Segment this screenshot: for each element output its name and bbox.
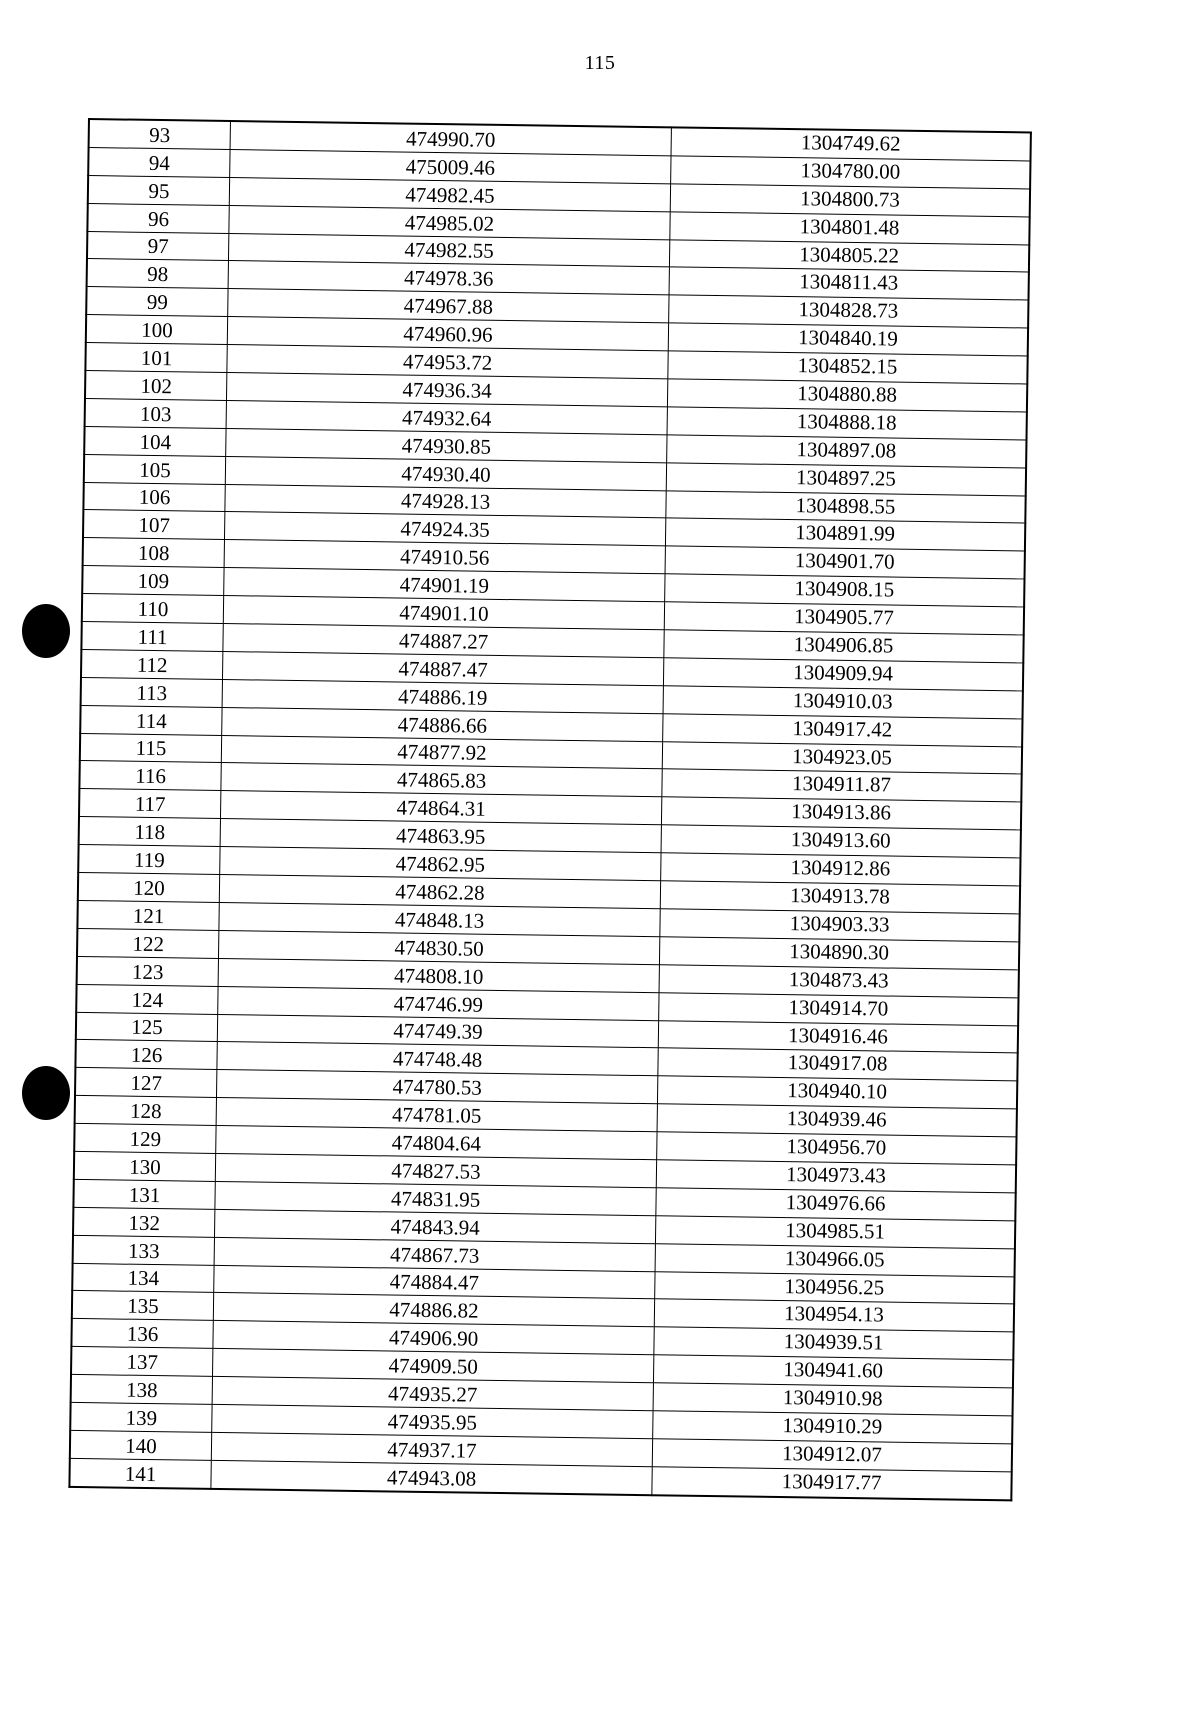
- point-number-cell: 100: [86, 315, 228, 345]
- point-number-cell: 113: [81, 677, 223, 707]
- y-coordinate-cell: 1304910.98: [653, 1383, 1013, 1416]
- x-coordinate-cell: 474982.45: [229, 177, 670, 211]
- y-coordinate-cell: 1304903.33: [660, 909, 1020, 942]
- y-coordinate-cell: 1304910.03: [663, 686, 1023, 719]
- point-number-cell: 108: [83, 538, 225, 568]
- point-number-cell: 120: [78, 872, 220, 902]
- y-coordinate-cell: 1304941.60: [653, 1355, 1013, 1388]
- y-coordinate-cell: 1304956.25: [655, 1271, 1015, 1304]
- punch-hole-bottom: [22, 1066, 70, 1120]
- point-number-cell: 103: [85, 398, 227, 428]
- x-coordinate-cell: 474748.48: [217, 1042, 658, 1076]
- x-coordinate-cell: 474831.95: [215, 1181, 656, 1215]
- y-coordinate-cell: 1304985.51: [655, 1215, 1015, 1248]
- point-number-cell: 110: [82, 594, 224, 624]
- x-coordinate-cell: 474924.35: [224, 512, 665, 546]
- y-coordinate-cell: 1304913.86: [661, 797, 1021, 830]
- y-coordinate-cell: 1304897.08: [667, 435, 1027, 468]
- x-coordinate-cell: 475009.46: [230, 149, 671, 183]
- x-coordinate-cell: 474808.10: [218, 958, 659, 992]
- y-coordinate-cell: 1304890.30: [659, 937, 1019, 970]
- x-coordinate-cell: 474886.82: [213, 1293, 654, 1327]
- x-coordinate-cell: 474863.95: [220, 819, 661, 853]
- y-coordinate-cell: 1304966.05: [655, 1243, 1015, 1276]
- y-coordinate-cell: 1304852.15: [668, 351, 1028, 384]
- x-coordinate-cell: 474827.53: [215, 1153, 656, 1187]
- y-coordinate-cell: 1304976.66: [656, 1188, 1016, 1221]
- x-coordinate-cell: 474935.95: [212, 1404, 653, 1438]
- y-coordinate-cell: 1304901.70: [665, 546, 1025, 579]
- x-coordinate-cell: 474862.95: [220, 847, 661, 881]
- point-number-cell: 138: [71, 1374, 213, 1404]
- x-coordinate-cell: 474865.83: [221, 763, 662, 797]
- y-coordinate-cell: 1304805.22: [669, 239, 1029, 272]
- point-number-cell: 115: [80, 733, 222, 763]
- y-coordinate-cell: 1304905.77: [664, 602, 1024, 635]
- point-number-cell: 119: [78, 845, 220, 875]
- y-coordinate-cell: 1304939.51: [654, 1327, 1014, 1360]
- point-number-cell: 128: [75, 1096, 217, 1126]
- y-coordinate-cell: 1304780.00: [671, 156, 1031, 189]
- point-number-cell: 131: [73, 1179, 215, 1209]
- point-number-cell: 98: [87, 259, 229, 289]
- x-coordinate-cell: 474935.27: [212, 1376, 653, 1410]
- point-number-cell: 136: [71, 1319, 213, 1349]
- x-coordinate-cell: 474830.50: [218, 930, 659, 964]
- y-coordinate-cell: 1304908.15: [665, 574, 1025, 607]
- x-coordinate-cell: 474936.34: [226, 373, 667, 407]
- point-number-cell: 137: [71, 1347, 213, 1377]
- y-coordinate-cell: 1304912.07: [652, 1439, 1012, 1472]
- x-coordinate-cell: 474862.28: [219, 875, 660, 909]
- point-number-cell: 114: [80, 705, 222, 735]
- y-coordinate-cell: 1304917.08: [658, 1048, 1018, 1081]
- x-coordinate-cell: 474749.39: [217, 1014, 658, 1048]
- x-coordinate-cell: 474906.90: [213, 1321, 654, 1355]
- y-coordinate-cell: 1304800.73: [670, 184, 1030, 217]
- x-coordinate-cell: 474943.08: [211, 1460, 652, 1495]
- point-number-cell: 139: [70, 1402, 212, 1432]
- x-coordinate-cell: 474985.02: [229, 205, 670, 239]
- point-number-cell: 94: [88, 147, 230, 177]
- point-number-cell: 123: [77, 956, 219, 986]
- y-coordinate-cell: 1304914.70: [659, 992, 1019, 1025]
- y-coordinate-cell: 1304973.43: [656, 1160, 1016, 1193]
- x-coordinate-cell: 474901.10: [223, 596, 664, 630]
- point-number-cell: 141: [69, 1458, 211, 1488]
- point-number-cell: 105: [84, 454, 226, 484]
- x-coordinate-cell: 474909.50: [213, 1349, 654, 1383]
- y-coordinate-cell: 1304913.78: [660, 881, 1020, 914]
- point-number-cell: 122: [77, 928, 219, 958]
- point-number-cell: 109: [82, 566, 224, 596]
- x-coordinate-cell: 474781.05: [216, 1098, 657, 1132]
- y-coordinate-cell: 1304891.99: [665, 518, 1025, 551]
- point-number-cell: 106: [83, 482, 225, 512]
- y-coordinate-cell: 1304939.46: [657, 1104, 1017, 1137]
- point-number-cell: 124: [76, 984, 218, 1014]
- point-number-cell: 95: [88, 175, 230, 205]
- point-number-cell: 135: [72, 1291, 214, 1321]
- y-coordinate-cell: 1304906.85: [664, 630, 1024, 663]
- point-number-cell: 130: [74, 1151, 216, 1181]
- point-number-cell: 107: [83, 510, 225, 540]
- point-number-cell: 97: [87, 231, 229, 261]
- point-number-cell: 125: [76, 1012, 218, 1042]
- page-number: 115: [584, 52, 616, 74]
- point-number-cell: 133: [73, 1235, 215, 1265]
- point-number-cell: 140: [70, 1430, 212, 1460]
- x-coordinate-cell: 474932.64: [226, 400, 667, 434]
- y-coordinate-cell: 1304917.42: [663, 713, 1023, 746]
- x-coordinate-cell: 474780.53: [216, 1070, 657, 1104]
- x-coordinate-cell: 474910.56: [224, 540, 665, 574]
- punch-hole-top: [22, 604, 70, 658]
- point-number-cell: 132: [73, 1207, 215, 1237]
- y-coordinate-cell: 1304897.25: [666, 463, 1026, 496]
- point-number-cell: 118: [79, 817, 221, 847]
- y-coordinate-cell: 1304954.13: [654, 1299, 1014, 1332]
- y-coordinate-cell: 1304888.18: [667, 407, 1027, 440]
- coordinate-table-body: [69, 119, 1030, 1500]
- point-number-cell: 117: [79, 789, 221, 819]
- y-coordinate-cell: 1304828.73: [669, 295, 1029, 328]
- x-coordinate-cell: 474982.55: [228, 233, 669, 267]
- point-number-cell: 102: [85, 371, 227, 401]
- y-coordinate-cell: 1304940.10: [657, 1076, 1017, 1109]
- x-coordinate-cell: 474887.27: [223, 624, 664, 658]
- x-coordinate-cell: 474937.17: [211, 1432, 652, 1466]
- y-coordinate-cell: 1304811.43: [669, 267, 1029, 300]
- y-coordinate-cell: 1304923.05: [662, 741, 1022, 774]
- x-coordinate-cell: 474843.94: [214, 1209, 655, 1243]
- point-number-cell: 127: [75, 1068, 217, 1098]
- point-number-cell: 126: [75, 1040, 217, 1070]
- y-coordinate-cell: 1304956.70: [657, 1132, 1017, 1165]
- x-coordinate-cell: 474884.47: [214, 1265, 655, 1299]
- y-coordinate-cell: 1304840.19: [668, 323, 1028, 356]
- x-coordinate-cell: 474990.70: [230, 121, 671, 156]
- y-coordinate-cell: 1304909.94: [663, 658, 1023, 691]
- point-number-cell: 101: [85, 343, 227, 373]
- y-coordinate-cell: 1304917.77: [652, 1466, 1012, 1500]
- coordinate-table: [68, 118, 1032, 1501]
- y-coordinate-cell: 1304912.86: [661, 853, 1021, 886]
- x-coordinate-cell: 474930.40: [225, 456, 666, 490]
- y-coordinate-cell: 1304749.62: [671, 127, 1031, 161]
- y-coordinate-cell: 1304910.29: [653, 1411, 1013, 1444]
- x-coordinate-cell: 474960.96: [227, 317, 668, 351]
- y-coordinate-cell: 1304911.87: [662, 769, 1022, 802]
- x-coordinate-cell: 474886.19: [222, 679, 663, 713]
- x-coordinate-cell: 474928.13: [225, 484, 666, 518]
- x-coordinate-cell: 474967.88: [228, 289, 669, 323]
- point-number-cell: 111: [81, 621, 223, 651]
- x-coordinate-cell: 474978.36: [228, 261, 669, 295]
- x-coordinate-cell: 474746.99: [218, 986, 659, 1020]
- point-number-cell: 112: [81, 649, 223, 679]
- point-number-cell: 129: [74, 1123, 216, 1153]
- y-coordinate-cell: 1304916.46: [658, 1020, 1018, 1053]
- y-coordinate-cell: 1304913.60: [661, 825, 1021, 858]
- y-coordinate-cell: 1304873.43: [659, 964, 1019, 997]
- y-coordinate-cell: 1304801.48: [670, 212, 1030, 245]
- x-coordinate-cell: 474877.92: [221, 735, 662, 769]
- point-number-cell: 99: [86, 287, 228, 317]
- point-number-cell: 134: [72, 1263, 214, 1293]
- x-coordinate-cell: 474804.64: [216, 1125, 657, 1159]
- point-number-cell: 116: [79, 761, 221, 791]
- x-coordinate-cell: 474953.72: [227, 345, 668, 379]
- point-number-cell: 104: [84, 426, 226, 456]
- point-number-cell: 93: [89, 119, 231, 149]
- x-coordinate-cell: 474867.73: [214, 1237, 655, 1271]
- point-number-cell: 96: [87, 203, 229, 233]
- coordinate-table-wrapper: [68, 118, 1026, 1501]
- point-number-cell: 121: [77, 900, 219, 930]
- x-coordinate-cell: 474864.31: [220, 791, 661, 825]
- x-coordinate-cell: 474901.19: [224, 568, 665, 602]
- x-coordinate-cell: 474848.13: [219, 902, 660, 936]
- y-coordinate-cell: 1304880.88: [667, 379, 1027, 412]
- x-coordinate-cell: 474930.85: [226, 428, 667, 462]
- x-coordinate-cell: 474886.66: [222, 707, 663, 741]
- x-coordinate-cell: 474887.47: [222, 651, 663, 685]
- y-coordinate-cell: 1304898.55: [666, 490, 1026, 523]
